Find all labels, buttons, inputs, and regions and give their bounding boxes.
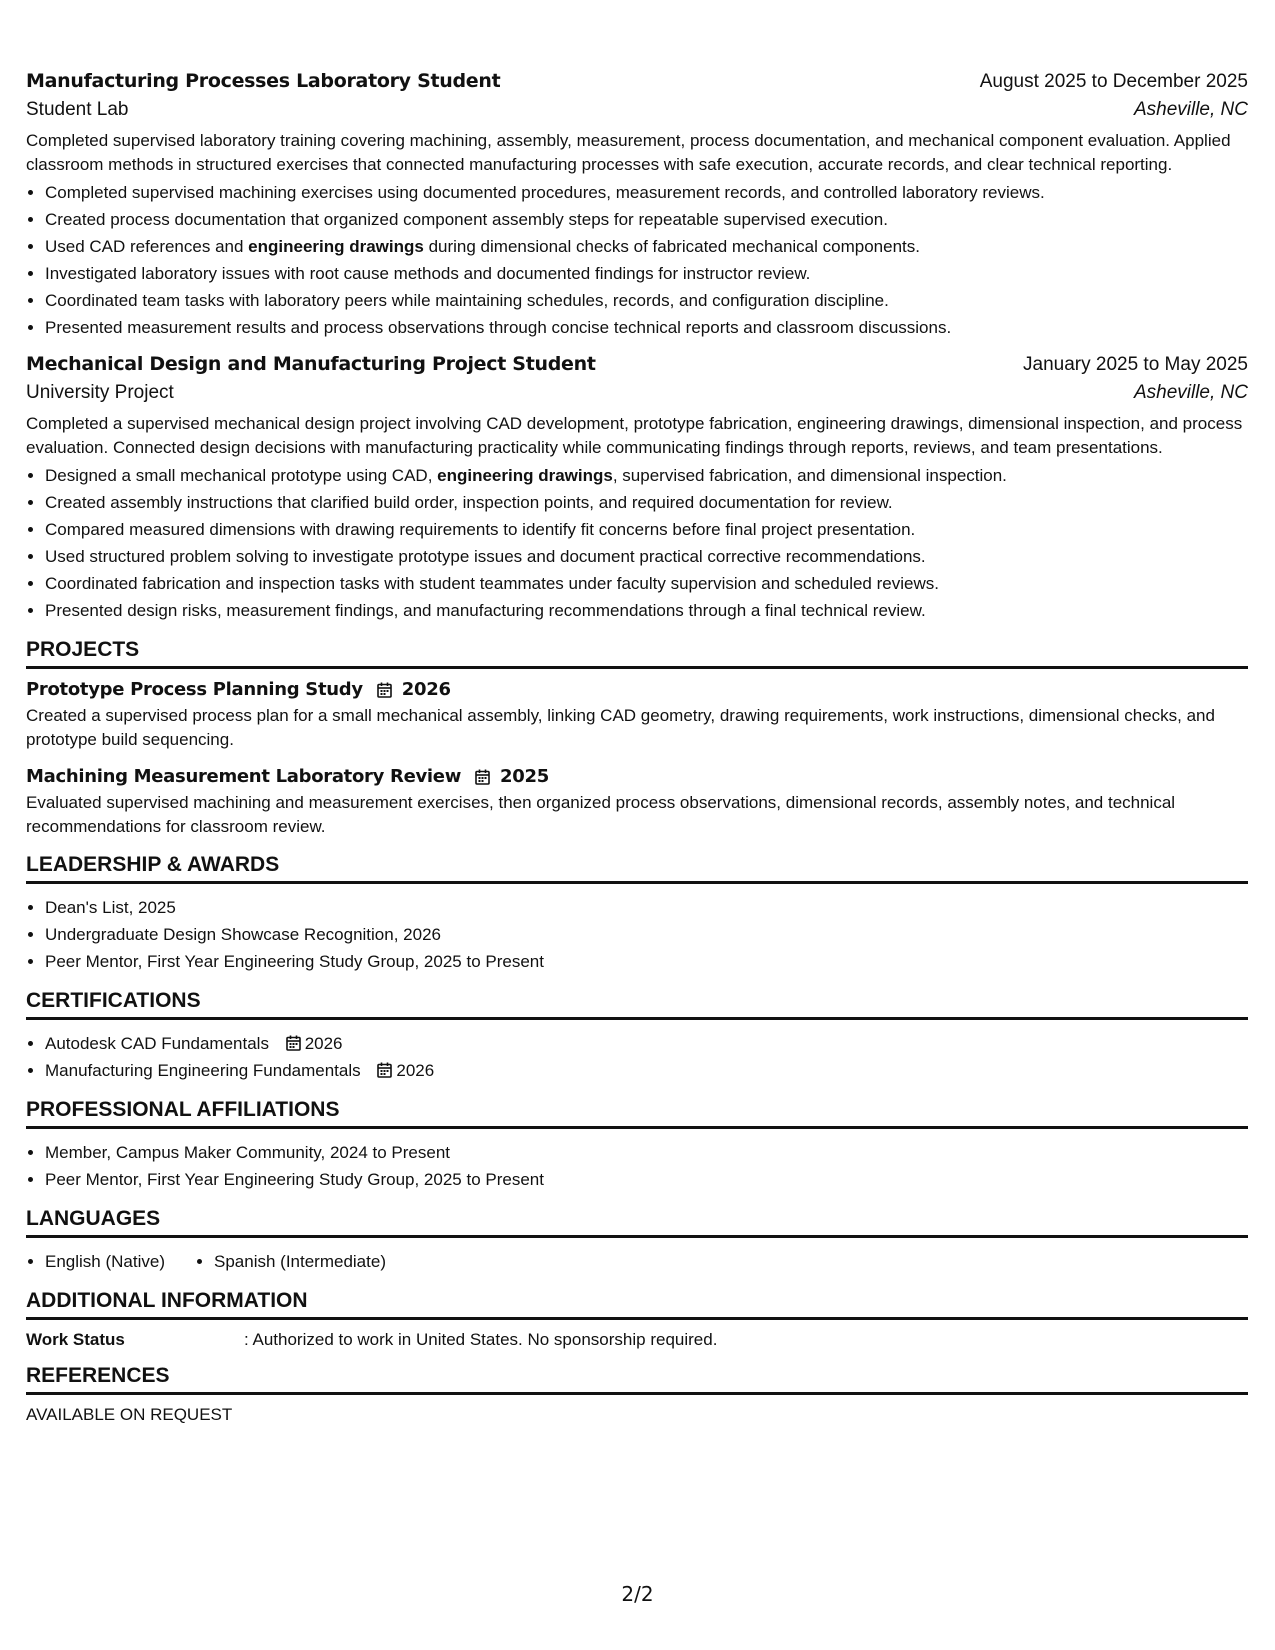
section-heading: REFERENCES	[26, 1364, 1248, 1395]
calendar-icon	[377, 682, 392, 698]
calendar-icon	[475, 769, 490, 785]
references-text: AVAILABLE ON REQUEST	[26, 1405, 233, 1424]
job-bullet: • Designed a small mechanical prototype using CAD, engineering drawings, supervised fabrication, and dimensional inspection.	[45, 462, 1248, 489]
project-title: Prototype Process Planning Study	[26, 679, 363, 700]
languages-list	[26, 1248, 1248, 1275]
certifications-list	[26, 1030, 1248, 1084]
projects-section	[26, 638, 1248, 839]
job-bullet: • Presented measurement results and process observations through concise technical reports and classroom discussions.	[45, 314, 1248, 341]
work-status-value: : Authorized to work in United States. No sponsorship required.	[244, 1330, 718, 1349]
list-item: • Undergraduate Design Showcase Recognition, 2026	[45, 921, 1248, 948]
section-heading: LANGUAGES	[26, 1207, 1248, 1238]
section-heading: LEADERSHIP & AWARDS	[26, 853, 1248, 884]
list-item	[45, 1030, 1248, 1057]
list-item: • Member, Campus Maker Community, 2024 to Present	[45, 1139, 1248, 1166]
leadership-section	[26, 853, 1248, 975]
certification-name: Manufacturing Engineering Fundamentals	[45, 1061, 361, 1080]
languages-section	[26, 1207, 1248, 1275]
section-heading: ADDITIONAL INFORMATION	[26, 1289, 1248, 1320]
certification-name: Autodesk CAD Fundamentals	[45, 1034, 269, 1053]
job-bullets	[26, 462, 1248, 624]
project-year: 2025	[500, 766, 549, 787]
calendar-icon	[286, 1035, 301, 1051]
job-bullet: • Coordinated fabrication and inspection tasks with student teammates under faculty supervision and scheduled reviews.	[45, 570, 1248, 597]
affiliations-section	[26, 1098, 1248, 1193]
job-title: Manufacturing Processes Laboratory Student	[26, 70, 501, 92]
job-summary: Completed a supervised mechanical design project involving CAD development, prototype fabrication, engineering drawings, dimensional inspection, and process evaluation. Connected design decisions with manufacturing practicality while communicating findings through reports, reviews, and team presentations.	[26, 414, 1243, 457]
project-entry	[26, 679, 1248, 752]
job-location: Asheville, NC	[1133, 382, 1248, 403]
work-status-row	[26, 1330, 1248, 1350]
job-organization: Student Lab	[26, 99, 129, 120]
resume-page	[26, 70, 1248, 1425]
certifications-section	[26, 989, 1248, 1084]
job-bullet: • Used CAD references and engineering drawings during dimensional checks of fabricated mechanical components.	[45, 233, 1248, 260]
section-heading: CERTIFICATIONS	[26, 989, 1248, 1020]
project-description: Evaluated supervised machining and measurement exercises, then organized process observations, dimensional records, assembly notes, and technical recommendations for classroom review.	[26, 793, 1176, 836]
project-description: Created a supervised process plan for a small mechanical assembly, linking CAD geometry, drawing requirements, work instructions, dimensional checks, and prototype build sequencing.	[26, 706, 1215, 749]
certification-year: 2026	[304, 1034, 343, 1053]
list-item: • Peer Mentor, First Year Engineering Study Group, 2025 to Present	[45, 948, 1248, 975]
additional-info-section	[26, 1289, 1248, 1350]
list-item: • Spanish (Intermediate)	[214, 1248, 386, 1275]
job-bullet: • Created process documentation that organized component assembly steps for repeatable supervised execution.	[45, 206, 1248, 233]
list-item	[45, 1057, 1248, 1084]
experience-entry	[26, 353, 1248, 624]
project-entry	[26, 766, 1248, 839]
list-item: • Dean's List, 2025	[45, 894, 1248, 921]
job-bullet: • Completed supervised machining exercises using documented procedures, measurement records, and controlled laboratory reviews.	[45, 179, 1248, 206]
references-section	[26, 1364, 1248, 1425]
job-summary: Completed supervised laboratory training covering machining, assembly, measurement, process documentation, and mechanical component evaluation. Applied classroom methods in structured exercises that connected manufacturing processes with safe execution, accurate records, and clear technical reporting.	[26, 131, 1231, 174]
experience-entry	[26, 70, 1248, 341]
job-location: Asheville, NC	[1133, 99, 1248, 120]
job-bullet: • Presented design risks, measurement findings, and manufacturing recommendations through a final technical review.	[45, 597, 1248, 624]
job-bullet: • Coordinated team tasks with laboratory peers while maintaining schedules, records, and configuration discipline.	[45, 287, 1248, 314]
section-heading: PROFESSIONAL AFFILIATIONS	[26, 1098, 1248, 1129]
calendar-icon	[377, 1062, 392, 1078]
job-organization: University Project	[26, 382, 174, 403]
job-bullet: • Created assembly instructions that clarified build order, inspection points, and required documentation for review.	[45, 489, 1248, 516]
affiliations-list	[26, 1139, 1248, 1193]
job-bullets	[26, 179, 1248, 341]
job-dates: January 2025 to May 2025	[1023, 354, 1248, 375]
project-title: Machining Measurement Laboratory Review	[26, 766, 462, 787]
page-number: 2/2	[621, 1582, 654, 1606]
job-dates: August 2025 to December 2025	[979, 71, 1248, 92]
job-bullet: • Investigated laboratory issues with root cause methods and documented findings for instructor review.	[45, 260, 1248, 287]
section-heading: PROJECTS	[26, 638, 1248, 669]
job-bullet: • Compared measured dimensions with drawing requirements to identify fit concerns before final project presentation.	[45, 516, 1248, 543]
job-title: Mechanical Design and Manufacturing Project Student	[26, 353, 596, 375]
project-year: 2026	[401, 679, 451, 700]
list-item: • English (Native)	[45, 1248, 165, 1275]
leadership-list	[26, 894, 1248, 975]
list-item: • Peer Mentor, First Year Engineering Study Group, 2025 to Present	[45, 1166, 1248, 1193]
work-status-label: Work Status	[26, 1330, 125, 1349]
certification-year: 2026	[396, 1061, 435, 1080]
job-bullet: • Used structured problem solving to investigate prototype issues and document practical corrective recommendations.	[45, 543, 1248, 570]
